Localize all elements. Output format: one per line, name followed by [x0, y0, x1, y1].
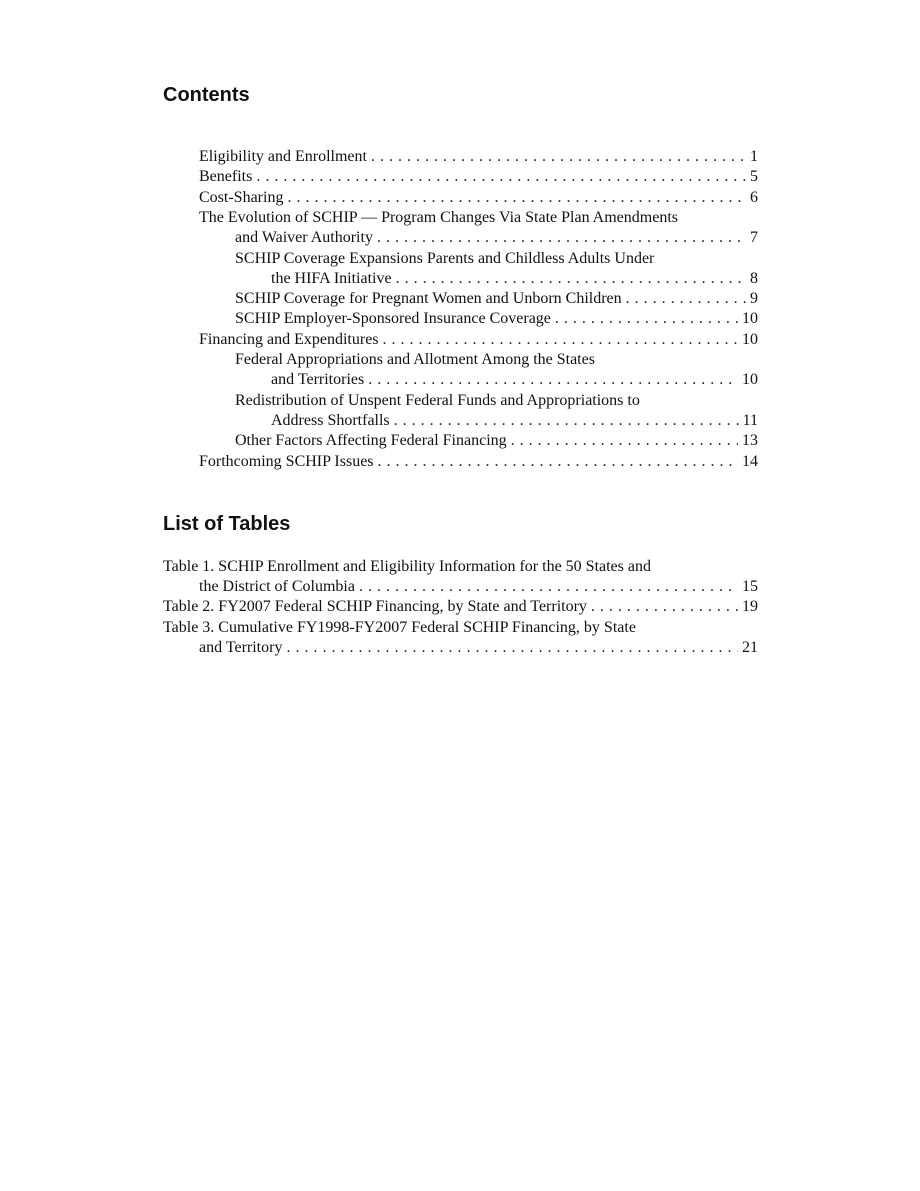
toc-leader	[626, 289, 746, 309]
toc-entry-title: SCHIP Employer-Sponsored Insurance Coverage	[235, 310, 551, 327]
toc-entry-title: Forthcoming SCHIP Issues	[199, 453, 374, 470]
toc-entry-title-line1: Federal Appropriations and Allotment Among the States	[235, 351, 595, 368]
toc-entry-other-factors[interactable]	[235, 431, 758, 451]
toc-page-number: 10	[742, 310, 758, 327]
toc-entry-cost-sharing[interactable]	[199, 188, 758, 208]
table-entry-title: Table 2. FY2007 Federal SCHIP Financing, by State and Territory	[163, 598, 587, 615]
table-entry-2[interactable]	[163, 597, 758, 617]
toc-entry-hifa[interactable]	[235, 249, 758, 290]
toc-entry-redistribution[interactable]	[235, 391, 758, 432]
toc-leader	[383, 330, 738, 350]
table-entry-1[interactable]	[163, 557, 758, 598]
toc-leader	[359, 577, 738, 597]
toc-entry-title: the HIFA Initiative	[271, 270, 392, 288]
table-entry-title: the District of Columbia	[199, 578, 355, 596]
toc-page-number: 6	[750, 189, 758, 206]
toc-entry-title: and Waiver Authority	[235, 229, 373, 247]
toc-page-number: 11	[742, 412, 758, 430]
toc-entry-financing[interactable]	[199, 330, 758, 350]
toc-page-number: 8	[750, 270, 758, 288]
toc-leader	[286, 638, 738, 658]
toc-page-number: 14	[742, 453, 758, 470]
table-entry-3[interactable]	[163, 618, 758, 659]
toc-leader	[256, 167, 746, 187]
toc-leader	[371, 147, 746, 167]
toc-entry-title: Benefits	[199, 168, 253, 185]
toc-page-number: 10	[742, 371, 758, 389]
toc-page-number: 9	[750, 290, 758, 307]
toc-entry-title-line1: SCHIP Coverage Expansions Parents and Childless Adults Under	[235, 250, 655, 267]
toc-entry-benefits[interactable]	[199, 167, 758, 187]
toc-leader	[368, 370, 738, 390]
toc-entry-eligibility[interactable]	[199, 147, 758, 167]
toc-entry-evolution[interactable]	[199, 208, 758, 249]
table-entry-title-line1: Table 1. SCHIP Enrollment and Eligibility Information for the 50 States and	[163, 558, 651, 575]
table-entry-title-line1: Table 3. Cumulative FY1998-FY2007 Federal SCHIP Financing, by State	[163, 619, 636, 636]
toc-page-number: 5	[750, 168, 758, 185]
toc-entry-title: Financing and Expenditures	[199, 331, 379, 348]
toc-entry-forthcoming[interactable]	[199, 452, 758, 472]
toc-entry-title-line1: Redistribution of Unspent Federal Funds and Appropriations to	[235, 392, 640, 409]
toc-leader	[396, 269, 746, 289]
toc-page-number: 7	[750, 229, 758, 247]
toc-page-number: 13	[742, 432, 758, 449]
toc-entry-title: Other Factors Affecting Federal Financing	[235, 432, 507, 449]
toc-page-number: 1	[750, 148, 758, 165]
toc-leader	[555, 309, 738, 329]
toc-entry-pregnant-women[interactable]	[235, 289, 758, 309]
table-entry-title: and Territory	[199, 639, 283, 657]
toc-leader	[378, 452, 738, 472]
toc-entry-title: and Territories	[271, 371, 365, 389]
table-page-number: 19	[742, 598, 758, 615]
toc-leader	[394, 411, 739, 431]
toc-entry-employer-sponsored[interactable]	[235, 309, 758, 329]
list-of-tables-heading: List of Tables	[163, 513, 291, 535]
toc-leader	[591, 597, 738, 617]
toc-entry-title: Address Shortfalls	[271, 412, 390, 430]
toc-page-number: 10	[742, 331, 758, 348]
table-page-number: 15	[742, 578, 758, 596]
toc-entry-title: SCHIP Coverage for Pregnant Women and Unborn Children	[235, 290, 622, 307]
table-page-number: 21	[742, 639, 758, 657]
toc-leader	[377, 228, 746, 248]
toc-entry-title-line1: The Evolution of SCHIP — Program Changes Via State Plan Amendments	[199, 209, 678, 226]
toc-entry-title: Eligibility and Enrollment	[199, 148, 367, 165]
toc-leader	[511, 431, 738, 451]
toc-entry-title: Cost-Sharing	[199, 189, 284, 206]
toc-leader	[287, 188, 746, 208]
contents-heading: Contents	[163, 84, 250, 106]
toc-entry-appropriations[interactable]	[235, 350, 758, 391]
